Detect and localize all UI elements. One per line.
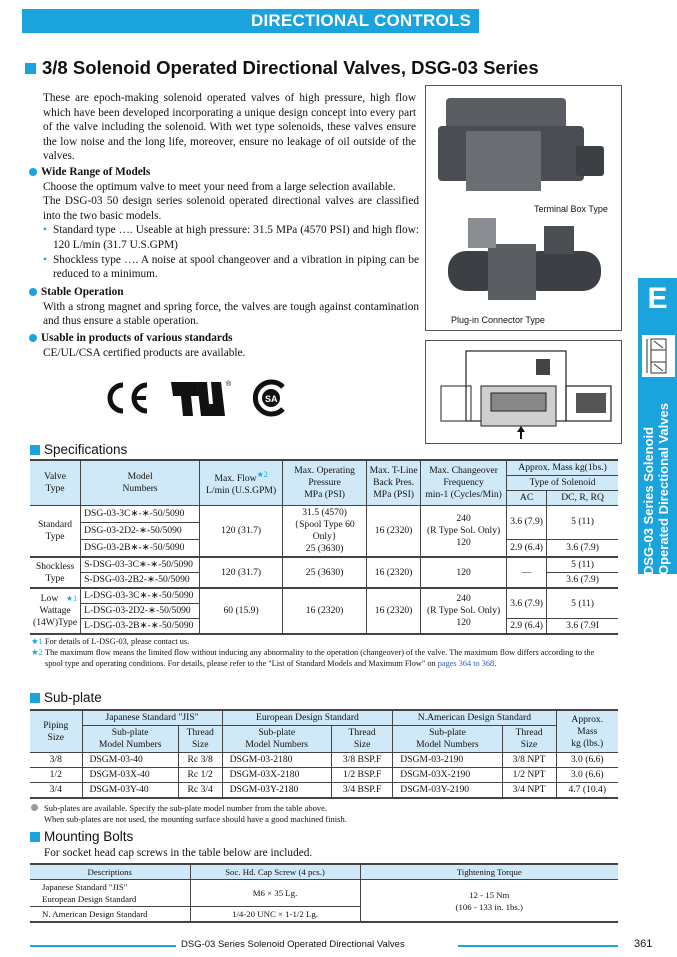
max-flow-cell: 120 (31.7)	[200, 506, 283, 558]
eu-model-cell: DSGM-03X-2180	[222, 768, 331, 783]
col-group-na: N.American Design Standard	[393, 710, 556, 726]
feature-bullet: • Standard type …. Useable at high pressure: 31.5 MPa (4570 PSI) and high flow: 120 L/min (31.7 U.S.GPM)	[43, 223, 419, 252]
feature-heading: Stable Operation	[41, 286, 124, 298]
col-mass: Approx. Mass kg(1bs.)	[507, 460, 618, 476]
valve-type-cell: Shockless Type	[30, 557, 81, 588]
na-model-cell: DSGM-03-2190	[393, 753, 502, 768]
mass-cell: 3.0 (6.6)	[556, 753, 618, 768]
eu-thread-cell: 3/4 BSP.F	[331, 783, 392, 799]
tline-cell: 16 (2320)	[367, 506, 421, 558]
subplate-table	[30, 709, 618, 799]
pressure-cell: 31.5 (4570) {Spool Type 60 Only} 25 (3630)	[283, 506, 367, 558]
pressure-cell: 16 (2320)	[283, 588, 367, 634]
mass-dc-cell: 5 (11)	[547, 506, 618, 540]
mass-cell: 4.7 (10.4)	[556, 783, 618, 799]
bullet-dot-icon	[29, 168, 37, 176]
na-thread-cell: 1/2 NPT	[502, 768, 556, 783]
mass-ac-cell: 3.6 (7.9)	[507, 588, 547, 619]
model-number: DSG-03-2B∗-∗-50/5090	[81, 539, 200, 557]
footnote-tail: .	[494, 659, 497, 668]
col-jis-thread: Thread Size	[178, 726, 222, 753]
table-row	[30, 557, 618, 573]
mounting-bolts-heading	[30, 829, 133, 844]
heading-square-icon	[30, 445, 40, 455]
na-thread-cell: 3/4 NPT	[502, 783, 556, 799]
feature-bullet: • Shockless type …. A noise at spool changeover and a vibration in piping can be reduced to a minimum.	[43, 253, 419, 282]
model-number: L-DSG-03-3C∗-∗-50/5090	[81, 588, 200, 604]
chapter-tab-line1: DSG-03 Series Solenoid	[641, 426, 656, 575]
mass-ac-cell: 2.9 (6.4)	[507, 619, 547, 635]
subplate-note-line2: When sub-plates are not used, the mounting surface should have a good machined finish.	[44, 814, 347, 824]
subplate-heading-text: Sub-plate	[44, 690, 102, 705]
frequency-alt: 120	[456, 537, 471, 548]
mass-dc-cell: 3.6 (7.9)	[547, 539, 618, 557]
subplate-note	[31, 803, 347, 825]
jis-thread-cell: Rc 1/2	[178, 768, 222, 783]
mass-dc-cell: 3.6 (7.9)	[547, 573, 618, 589]
certification-logos	[105, 378, 289, 418]
max-flow-cell: 60 (15.9)	[200, 588, 283, 634]
model-number: DSG-03-3C∗-∗-50/5090	[81, 506, 200, 523]
col-mass: Approx. Mass kg (lbs.)	[556, 710, 618, 753]
mass-dc-cell: 5 (11)	[547, 557, 618, 573]
specifications-heading-text: Specifications	[44, 442, 128, 457]
subplate-heading	[30, 690, 102, 705]
col-eu-model: Sub-plate Model Numbers	[222, 726, 331, 753]
eu-thread-cell: 3/8 BSP.F	[331, 753, 392, 768]
footnote	[31, 636, 611, 647]
changeover-unit: min-1 (Cycles/Min)	[425, 489, 502, 500]
frequency-note: R Type Sol. Only	[430, 525, 498, 536]
eu-thread-cell: 1/2 BSP.F	[331, 768, 392, 783]
pages-link[interactable]: pages 364 to 368	[437, 659, 495, 668]
col-na-model: Sub-plate Model Numbers	[393, 726, 502, 753]
feature-body: With a strong magnet and spring force, the valves are tough against contamination and thus ensure a stable operation.	[43, 300, 419, 328]
intro-paragraph: These are epoch-making solenoid operated valves of high pressure, high flow which have been developed incorporating a unique design concept into every part of the valve including the solenoid. With wet type solenoids, these valves ensure the low noise and the long life, moreover, ensure no leakage of oil outside of the valves.	[43, 92, 416, 163]
pressure-alt: 25 (3630)	[305, 543, 344, 554]
specification-notes	[31, 636, 611, 669]
footnote	[31, 647, 611, 669]
csa-mark-icon	[251, 379, 289, 417]
feature-body: The DSG-03 50 design series solenoid operated directional valves are classified into the two basic models.	[43, 195, 419, 222]
valve-type-cell	[30, 588, 81, 634]
feature-body: CE/UL/CSA certified products are available.	[43, 346, 246, 359]
pressure-main: 31.5 (4570)	[302, 507, 347, 518]
chapter-tab-title	[641, 403, 671, 575]
feature-heading: Wide Range of Models	[41, 166, 151, 178]
feature-heading: Usable in products of various standards	[41, 332, 233, 344]
subplate-note-line1: Sub-plates are available. Specify the sub-plate model number from the table above.	[44, 803, 327, 813]
mounting-bolts-intro: For socket head cap screws in the table below are included.	[44, 847, 313, 859]
valve-symbol-icon	[642, 335, 675, 377]
col-piping-size: Piping Size	[30, 710, 82, 753]
mass-ac-cell: 2.9 (6.4)	[507, 539, 547, 557]
na-thread-cell: 3/8 NPT	[502, 753, 556, 768]
col-eu-thread: Thread Size	[331, 726, 392, 753]
photo-caption-terminal-box: Terminal Box Type	[534, 204, 608, 214]
description-cell: N. American Design Standard	[30, 907, 190, 923]
max-flow-unit: L/min (U.S.GPM)	[206, 485, 277, 497]
table-row	[30, 506, 618, 523]
specifications-table	[30, 459, 618, 635]
footnote-text: For details of L-DSG-03, please contact us.	[45, 637, 190, 646]
model-number: S-DSG-03-3C∗-∗-50/5090	[81, 557, 200, 573]
jis-model-cell: DSGM-03Y-40	[82, 783, 178, 799]
piping-size-cell: 3/8	[30, 753, 82, 768]
model-number: L-DSG-03-2B∗-∗-50/5090	[81, 619, 200, 635]
svg-text:SA: SA	[265, 394, 278, 404]
frequency-main: 240	[456, 513, 471, 524]
table-row	[30, 768, 618, 783]
tline-cell: 16 (2320)	[367, 588, 421, 634]
section-banner-label: DIRECTIONAL CONTROLS	[251, 11, 471, 30]
footer-rule	[30, 945, 176, 947]
col-na-thread: Thread Size	[502, 726, 556, 753]
description-cell: Japanese Standard "JIS" European Design Standard	[30, 880, 190, 907]
col-cap-screw: Soc. Hd. Cap Screw (4 pcs.)	[190, 864, 360, 880]
model-number: L-DSG-03-2D2-∗-50/5090	[81, 604, 200, 619]
col-dc: DC, R, RQ	[547, 491, 618, 506]
star-note-2: ★2	[256, 469, 268, 479]
feature-body: Choose the optimum valve to meet your need from a large selection available.	[43, 180, 396, 193]
tline-cell: 16 (2320)	[367, 557, 421, 588]
col-group-jis: Japanese Standard "JIS"	[82, 710, 222, 726]
bullet-dot-icon	[29, 334, 37, 342]
screw-cell: M6 × 35 Lg.	[190, 880, 360, 907]
note-dot-icon	[31, 804, 38, 811]
frequency-cell: 120	[421, 557, 507, 588]
max-flow-label: Max. Flow	[214, 473, 257, 485]
footnote-text: The maximum flow means the limited flow without inducing any abnormality to the operation (changeover) of the valve. The maximum flow differs according to the spool type and operating conditions. For details, please refer to the "List of Standard Models and Maximum Flow" on	[45, 648, 595, 668]
col-valve-type: Valve Type	[30, 460, 81, 506]
col-group-euro: European Design Standard	[222, 710, 393, 726]
piping-size-cell: 1/2	[30, 768, 82, 783]
feature-stable-operation	[29, 285, 419, 329]
section-banner	[22, 9, 479, 33]
star-note-1: ★1	[65, 594, 78, 603]
mass-cell: 3.0 (6.6)	[556, 768, 618, 783]
eu-model-cell: DSGM-03Y-2180	[222, 783, 331, 799]
table-row	[30, 588, 618, 604]
col-ac: AC	[507, 491, 547, 506]
pressure-cell: 25 (3630)	[283, 557, 367, 588]
table-row	[30, 783, 618, 799]
mass-dc-cell: 5 (11)	[547, 588, 618, 619]
jis-thread-cell: Rc 3/4	[178, 783, 222, 799]
ul-mark-icon	[169, 378, 233, 418]
footer-rule	[458, 945, 618, 947]
col-model-numbers: Model Numbers	[81, 460, 200, 506]
jis-model-cell: DSGM-03X-40	[82, 768, 178, 783]
model-number: S-DSG-03-2B2-∗-50/5090	[81, 573, 200, 589]
specifications-heading	[30, 442, 127, 457]
eu-model-cell: DSGM-03-2180	[222, 753, 331, 768]
max-flow-cell: 120 (31.7)	[200, 557, 283, 588]
frequency-alt: 120	[456, 617, 471, 628]
col-solenoid-type: Type of Solenoid	[507, 476, 618, 491]
col-max-tline: Max. T-Line Back Pres. MPa (PSI)	[367, 460, 421, 506]
changeover-label: Max. Changeover Frequency	[429, 465, 498, 488]
na-model-cell: DSGM-03Y-2190	[393, 783, 502, 799]
valve-cross-section-icon	[426, 341, 621, 443]
mass-dc-cell: 3.6 (7.9I	[547, 619, 618, 635]
photo-caption-plug-in: Plug-in Connector Type	[451, 315, 545, 325]
footer-title: DSG-03 Series Solenoid Operated Directional Valves	[181, 939, 405, 950]
registered-mark: ®	[226, 381, 232, 388]
bullet-dot-icon	[29, 288, 37, 296]
frequency-note: R Type Sol. Only	[430, 605, 498, 616]
product-photos	[425, 85, 622, 331]
frequency-main: 240	[456, 593, 471, 604]
col-max-operating-pressure: Max. Operating Pressure MPa (PSI)	[283, 460, 367, 506]
page-number: 361	[634, 938, 653, 950]
mass-ac-cell: 3.6 (7.9)	[507, 506, 547, 540]
footnote-mark: ★2	[31, 648, 43, 657]
screw-cell: 1/4-20 UNC × 1-1/2 Lg.	[190, 907, 360, 923]
col-descriptions: Descriptions	[30, 864, 190, 880]
pressure-note: Spool Type 60 Only	[299, 519, 355, 542]
chapter-letter: E	[647, 282, 668, 315]
valve-type-cell: Standard Type	[30, 506, 81, 558]
jis-thread-cell: Rc 3/8	[178, 753, 222, 768]
piping-size-cell: 3/4	[30, 783, 82, 799]
chapter-tab[interactable]	[638, 278, 677, 574]
model-number: DSG-03-2D2-∗-50/5090	[81, 522, 200, 539]
col-jis-model: Sub-plate Model Numbers	[82, 726, 178, 753]
torque-cell: 12 - 15 Nm (106 - 133 in. 1bs.)	[360, 880, 618, 923]
frequency-cell: 240 (R Type Sol. Only) 120	[421, 588, 507, 634]
jis-model-cell: DSGM-03-40	[82, 753, 178, 768]
na-model-cell: DSGM-03X-2190	[393, 768, 502, 783]
feature-wide-range	[29, 165, 419, 282]
mounting-bolts-heading-text: Mounting Bolts	[44, 829, 134, 844]
chapter-tab-line2: Operated Directional Valves	[656, 403, 671, 575]
cross-section-drawing	[425, 340, 622, 444]
col-max-changeover	[421, 460, 507, 506]
ce-mark-icon	[105, 381, 151, 415]
heading-square-icon	[30, 832, 40, 842]
table-row	[30, 880, 618, 907]
heading-square-icon	[30, 693, 40, 703]
col-torque: Tightening Torque	[360, 864, 618, 880]
frequency-cell: 240 (R Type Sol. Only) 120	[421, 506, 507, 558]
feature-standards	[29, 331, 419, 360]
page-title-text: 3/8 Solenoid Operated Directional Valves, DSG-03 Series	[42, 57, 539, 78]
title-square-icon	[25, 63, 36, 74]
table-row	[30, 753, 618, 768]
valve-type-text: Low Wattage (14W)Type	[33, 593, 78, 628]
page-title	[25, 57, 539, 79]
footnote-mark: ★1	[31, 637, 43, 646]
col-max-flow	[200, 460, 283, 506]
mounting-bolts-table	[30, 863, 618, 923]
mass-ac-cell: —	[507, 557, 547, 588]
